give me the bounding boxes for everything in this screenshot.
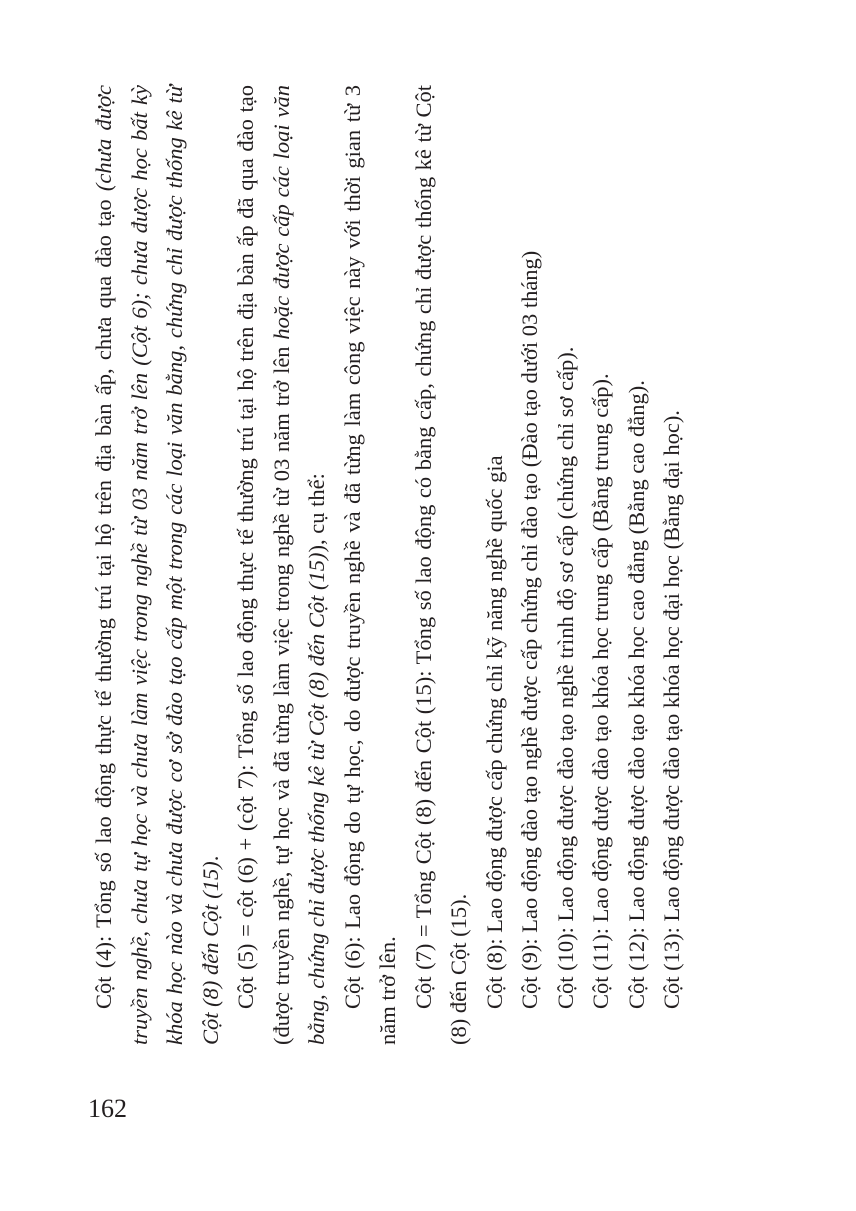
list-item-col-11: Cột (11): Lao động được đào tạo khóa học trung cấp (Bằng trung cấp).	[588, 373, 613, 1009]
document-body	[86, 85, 791, 1045]
paragraph-col-4	[86, 85, 228, 1045]
list-item-col-13: Cột (13): Lao động được đào tạo khóa học đại học (Bằng đại học).	[659, 410, 684, 1009]
list-item-col-9: Cột (9): Lao động đào tạo nghề được cấp chứng chỉ đào tạo (Đào tạo dưới 03 tháng)	[517, 250, 542, 1009]
paragraph-col-5	[228, 85, 335, 1045]
text-run-italic: hoặc được cấp các loại văn bằng, chứng chỉ được thống kê từ Cột (8) đến Cột (15)	[268, 85, 329, 1045]
text-run: .	[197, 855, 223, 862]
paragraph-col-6	[335, 85, 406, 1045]
text-run: Cột (5) = cột (6) + (cột 7): Tổng số lao động thực tế thường trú tại hộ trên địa bàn ấp đã qua đào tạo (được truyền nghề, tự học và đã từng làm việc trong nghề từ 03 năm trở lên	[233, 85, 294, 1045]
list-item-col-12: Cột (12): Lao động được đào tạo khóa học cao đẳng (Bằng cao đẳng).	[623, 380, 649, 1009]
list-item-col-8: Cột (8): Lao động được cấp chứng chỉ kỹ năng nghề quốc gia	[481, 455, 507, 1009]
paragraph-col-7	[406, 85, 477, 1045]
text-run: Cột (7) = Tổng Cột (8) đến Cột (15): Tổng số lao động có bằng cấp, chứng chỉ được thống kê từ Cột (8) đến Cột (15).	[410, 85, 471, 1045]
page-number: 162	[88, 1094, 127, 1123]
list-item-col-10: Cột (10): Lao động được đào tạo nghề trình độ sơ cấp (chứng chỉ sơ cấp).	[552, 346, 578, 1009]
text-run: ), cụ thể:	[304, 473, 329, 553]
text-run: Cột (4): Tổng số lao động thực tế thường trú tại hộ trên địa bàn ấp, chưa qua đào tạo	[91, 191, 116, 1009]
text-run-italic: (chưa được truyền nghề, chưa tự học và chưa làm việc trong nghề từ 03 năm trở lên (Cột 6); chưa được học bất kỳ khóa học nào và chưa được cơ sở đào tạo cấp một trong các loại văn bằng, chứng chỉ được thống kê từ Cột (8) đến Cột (15)	[91, 85, 223, 1045]
text-run: Cột (6): Lao động do tự học, do được truyền nghề và đã từng làm công việc này với thời gian từ 3 năm trở lên.	[339, 85, 400, 1045]
